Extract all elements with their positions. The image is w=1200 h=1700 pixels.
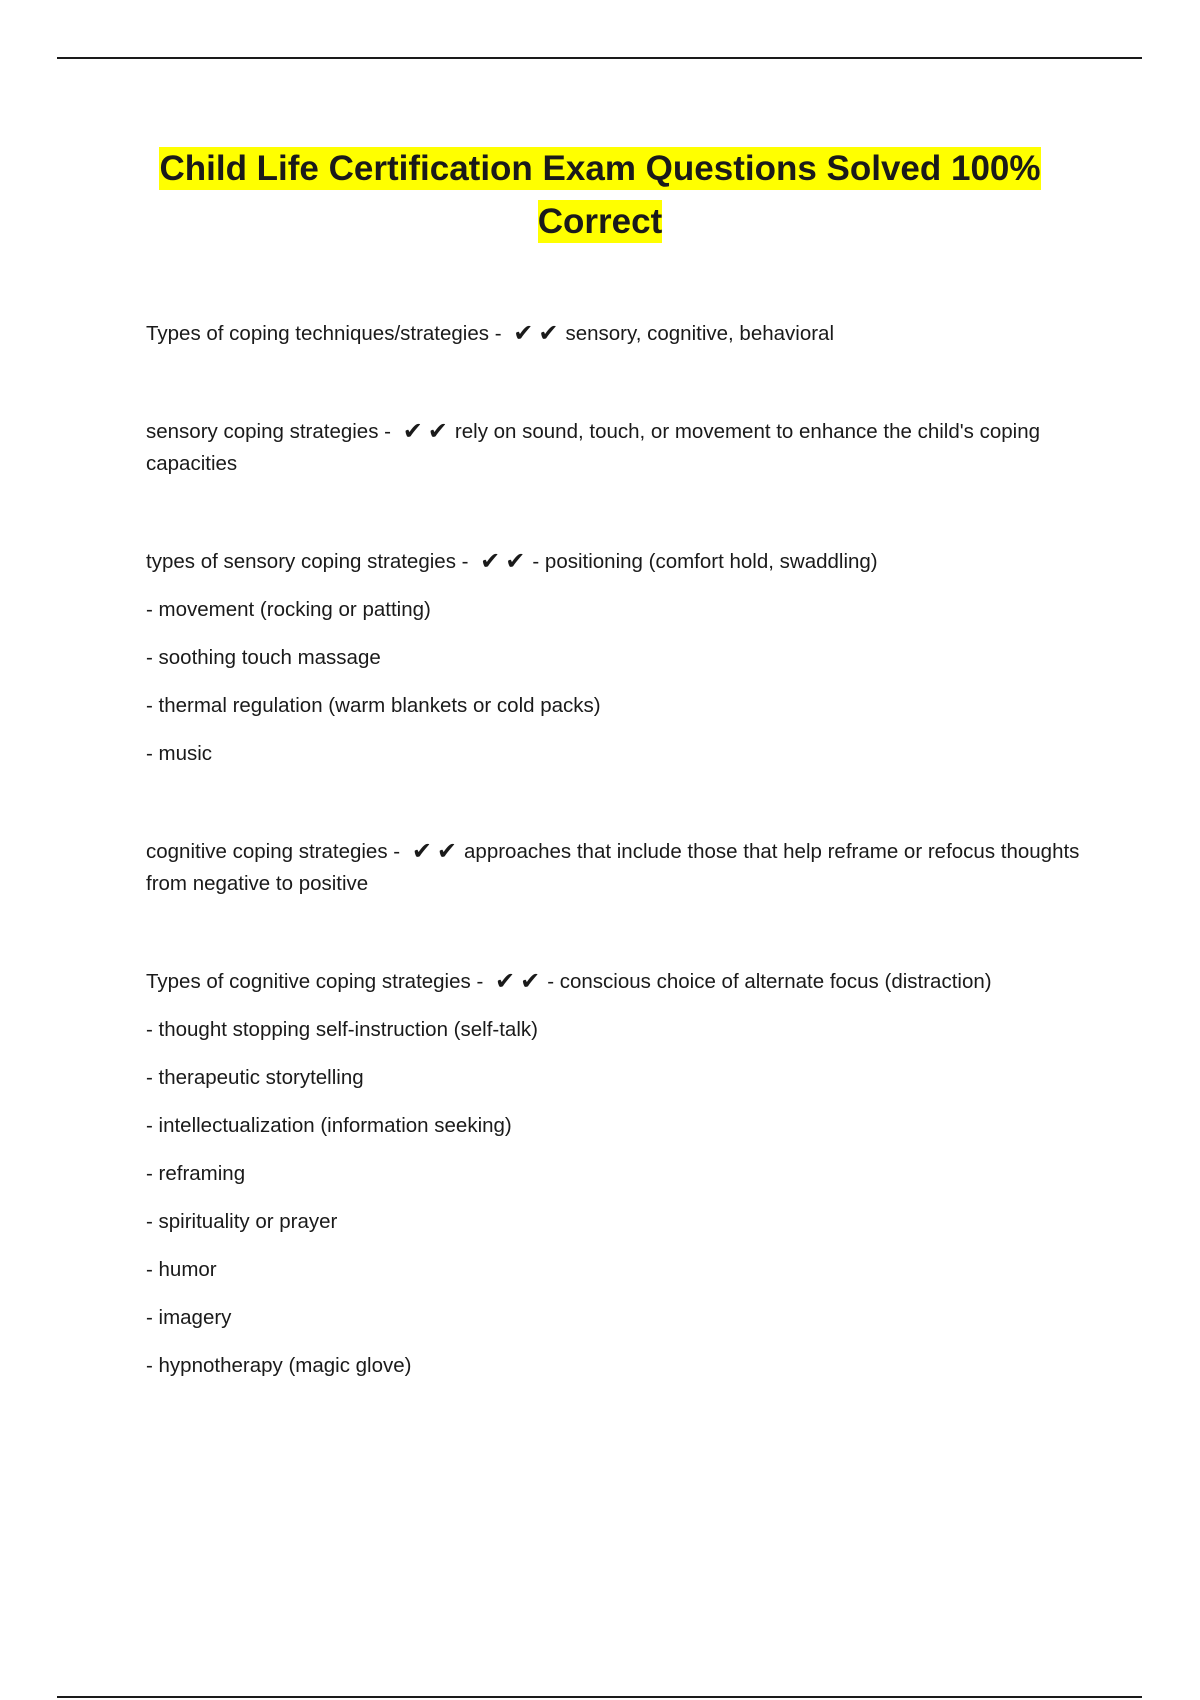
qa-term: Types of cognitive coping strategies - — [146, 970, 484, 993]
qa-item — [146, 966, 1086, 1382]
double-check-icon: ✔✔ — [495, 968, 546, 995]
qa-item — [146, 318, 1086, 350]
qa-answer: approaches that include those that help reframe or refocus thoughts from negative to positive — [146, 840, 1080, 895]
qa-term: types of sensory coping strategies - — [146, 550, 469, 573]
qa-answer: rely on sound, touch, or movement to enhance the child's coping capacities — [146, 420, 1041, 475]
top-divider — [57, 57, 1142, 59]
qa-term: Types of coping techniques/strategies - — [146, 322, 502, 345]
qa-answer: - conscious choice of alternate focus (distraction) — [547, 970, 992, 993]
bottom-divider — [57, 1696, 1142, 1698]
double-check-icon: ✔✔ — [402, 418, 453, 445]
title-highlight: Child Life Certification Exam Questions Solved 100% Correct — [159, 149, 1041, 241]
qa-list — [146, 318, 1086, 1382]
qa-answer: - positioning (comfort hold, swaddling) — [532, 550, 878, 573]
qa-sub-item: - intellectualization (information seeking) — [146, 1114, 512, 1137]
qa-term: sensory coping strategies - — [146, 420, 391, 443]
qa-item — [146, 416, 1086, 480]
qa-line — [146, 966, 1086, 998]
qa-sub-item: - imagery — [146, 1306, 232, 1329]
document-title — [100, 142, 1100, 248]
qa-line — [146, 416, 1086, 480]
qa-item — [146, 836, 1086, 900]
qa-sub-item: - humor — [146, 1258, 217, 1281]
double-check-icon: ✔✔ — [411, 838, 463, 865]
qa-line — [146, 836, 1086, 900]
qa-sub-item: - hypnotherapy (magic glove) — [146, 1354, 412, 1377]
qa-line — [146, 546, 1086, 578]
qa-item — [146, 546, 1086, 770]
qa-sub-item: - thermal regulation (warm blankets or cold packs) — [146, 694, 601, 717]
qa-sub-item: - music — [146, 742, 213, 765]
double-check-icon: ✔✔ — [513, 320, 564, 347]
qa-line — [146, 318, 1086, 350]
qa-sub-item: - movement (rocking or patting) — [146, 598, 431, 621]
qa-sub-item: - reframing — [146, 1162, 246, 1185]
qa-sub-item: - thought stopping self-instruction (self-talk) — [146, 1018, 538, 1041]
qa-sub-item: - soothing touch massage — [146, 646, 381, 669]
qa-sub-item: - therapeutic storytelling — [146, 1066, 364, 1089]
qa-term: cognitive coping strategies - — [146, 840, 401, 863]
qa-answer: sensory, cognitive, behavioral — [565, 322, 835, 345]
double-check-icon: ✔✔ — [480, 548, 531, 575]
qa-sub-item: - spirituality or prayer — [146, 1210, 338, 1233]
